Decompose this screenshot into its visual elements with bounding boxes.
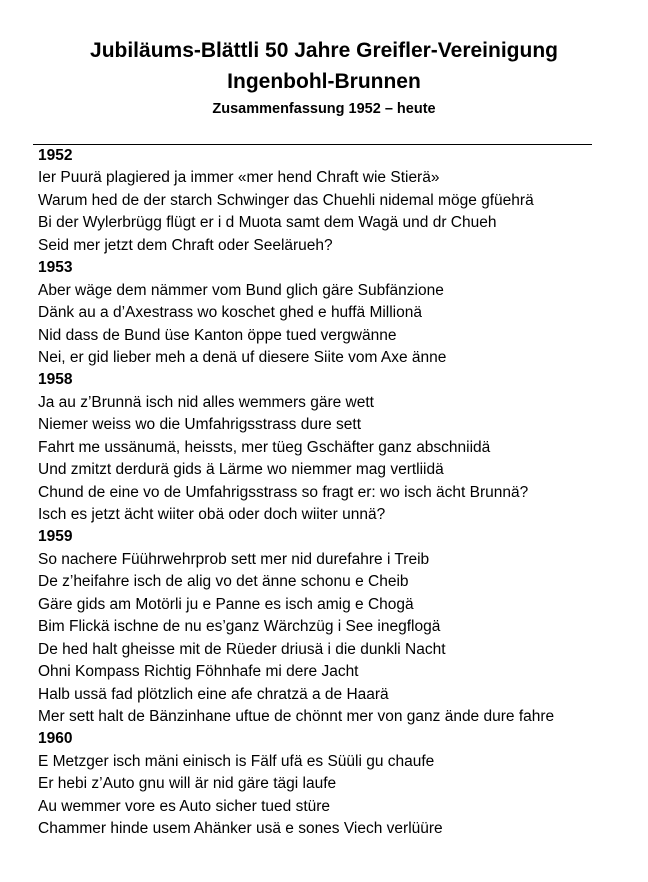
document-body	[38, 145, 638, 841]
verse-line: Au wemmer vore es Auto sicher tued stüre	[38, 797, 331, 815]
year-heading: 1953	[38, 259, 73, 277]
verse-line: Mer sett halt de Bänzinhane uftue de chönnt mer von ganz ände dure fahre	[38, 707, 555, 725]
verse-line: Isch es jetzt ächt wiiter obä oder doch wiiter unnä?	[38, 506, 386, 523]
verse-line: Seid mer jetzt dem Chraft oder Seelärueh?	[38, 236, 333, 254]
document-title-line-1: Jubiläums-Blättli 50 Jahre Greifler-Vereinigung	[90, 39, 558, 62]
verse-line: Ier Puurä plagiered ja immer «mer hend Chraft wie Stierä»	[38, 169, 440, 187]
verse-line: Chund de eine vo de Umfahrigsstrass so fragt er: wo isch ächt Brunnä?	[38, 483, 529, 501]
verse-line: Niemer weiss wo die Umfahrigsstrass dure sett	[38, 416, 362, 434]
verse-line: Er hebi z’Auto gnu will är nid gäre tägi laufe	[38, 775, 337, 793]
verse-line: De hed halt gheisse mit de Rüeder driusä i die dunkli Nacht	[38, 640, 446, 658]
verse-line: Gäre gids am Motörli ju e Panne es isch amig e Chogä	[38, 595, 414, 613]
year-heading: 1952	[38, 147, 73, 164]
verse-line: Halb ussä fad plötzlich eine afe chratzä a de Haarä	[38, 685, 389, 703]
verse-line: Nei, er gid lieber meh a denä uf diesere Siite vom Axe änne	[38, 348, 447, 366]
document-title-line-2: Ingenbohl-Brunnen	[227, 70, 421, 93]
year-heading: 1959	[38, 528, 73, 546]
verse-line: Ja au z’Brunnä isch nid alles wemmers gäre wett	[38, 393, 374, 411]
verse-line: Ohni Kompass Richtig Föhnhafe mi dere Jacht	[38, 663, 359, 681]
verse-line: Chammer hinde usem Ahänker usä e sones Viech verlüüre	[38, 820, 443, 838]
verse-line: So nachere Füührwehrprob sett mer nid durefahre i Treib	[38, 550, 430, 568]
document-subtitle: Zusammenfassung 1952 – heute	[212, 101, 436, 117]
verse-line: Bim Flickä ischne de nu es’ganz Wärchzüg i See inegflogä	[38, 618, 441, 636]
verse-line: Bi der Wylerbrügg flügt er i d Muota samt dem Wagä und dr Chueh	[38, 214, 497, 232]
verse-line: Aber wäge dem nämmer vom Bund glich gäre Subfänzione	[38, 281, 444, 299]
verse-line: Warum hed de der starch Schwinger das Chuehli nidemal möge gfüehrä	[38, 191, 534, 209]
verse-line: Fahrt me ussänumä, heissts, mer tüeg Gschäfter ganz abschniidä	[38, 438, 491, 456]
year-heading: 1960	[38, 730, 73, 748]
verse-line: Dänk au a d’Axestrass wo koschet ghed e huffä Millionä	[38, 304, 422, 322]
verse-line: E Metzger isch mäni einisch is Fälf ufä es Süüli gu chaufe	[38, 752, 435, 770]
year-heading: 1958	[38, 371, 73, 389]
verse-line: Und zmitzt derdurä gids ä Lärme wo niemmer mag vertliidä	[38, 461, 444, 479]
verse-line: Nid dass de Bund üse Kanton öppe tued vergwänne	[38, 326, 397, 344]
verse-line: De z’heifahre isch de alig vo det änne schonu e Cheib	[38, 573, 409, 591]
